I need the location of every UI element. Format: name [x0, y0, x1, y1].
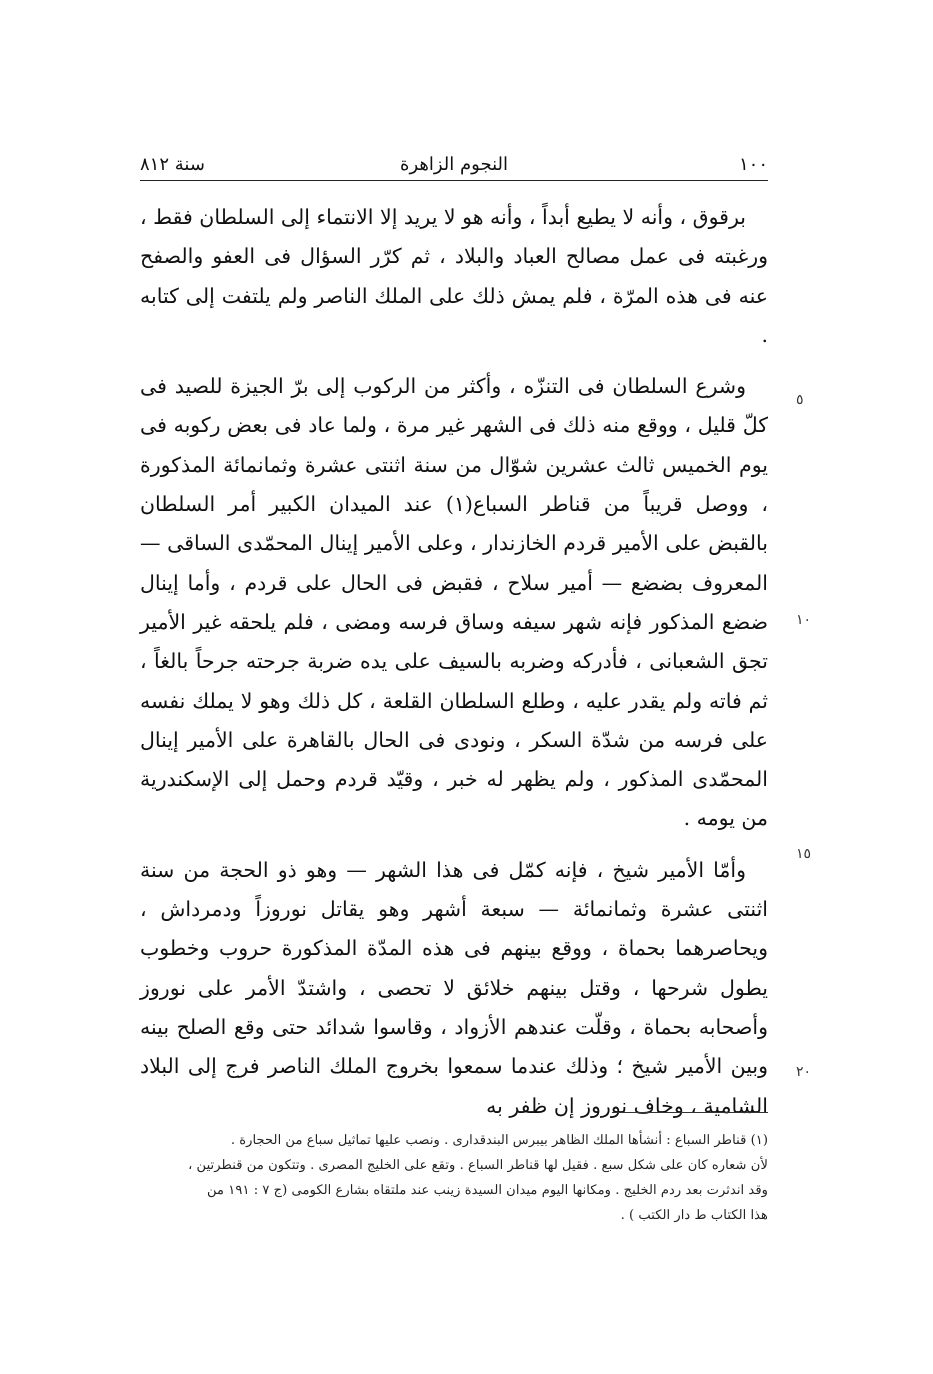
footnote-line-2: لأن شعاره كان على شكل سبع . فقيل لها قناطر السباع . وتقع على الخليج المصرى . وتتكون من قنطرتين ،	[188, 1158, 768, 1173]
main-text	[140, 198, 768, 1126]
footnote-line-1: (١) قناطر السباع : أنشأها الملك الظاهر بيبرس البندقدارى . ونصب عليها تماثيل سباع من الحجارة .	[230, 1133, 768, 1148]
footnotes	[140, 1128, 768, 1228]
footnote-line-4: هذا الكتاب ط دار الكتب ) .	[620, 1208, 768, 1223]
year-label: سنة ٨١٢	[140, 154, 205, 175]
page-header	[140, 152, 768, 178]
line-number-10: ١٠	[796, 612, 812, 628]
line-number-20: ٢٠	[796, 1064, 812, 1080]
paragraph-1: برقوق ، وأنه لا يطيع أبداً ، وأنه هو لا يريد إلا الانتماء إلى السلطان فقط ، ورغبته فى عمل مصالح العباد والبلاد ، ثم كرّر السؤال فى العفو والصفح عنه فى هذه المرّة ، فلم يمش ذلك على الملك الناصر ولم يلتفت إلى كتابه .	[140, 205, 768, 347]
paragraph-2: وشرع السلطان فى التنزّه ، وأكثر من الركوب إلى برّ الجيزة للصيد فى كلّ قليل ، ووقع منه ذلك فى الشهر غير مرة ، ولما عاد فى بعض ركوبه فى يوم الخميس ثالث عشرين شوّال من سنة اثنتى عشرة وثمانمائة المذكورة ، ووصل قريباً من قناطر السباع(١) عند الميدان الكبير أمر السلطان بالقبض على الأمير قردم الخازندار ، وعلى الأمير إينال المحمّدى الساقى — المعروف بضضع — أمير سلاح ، فقبض فى الحال على قردم ، وأما إينال ضضع المذكور فإنه شهر سيفه وساق فرسه ومضى ، فلم يلحقه غير الأمير تجق الشعبانى ، فأدركه وضربه بالسيف على يده ضربة جرحته جرحاً بالغاً ، ثم فاته ولم يقدر عليه ، وطلع السلطان القلعة ، كل ذلك وهو لا يملك نفسه على فرسه من شدّة السكر ، ونودى فى الحال بالقاهرة على الأمير إينال المحمّدى المذكور ، ولم يظهر له خبر ، وقيّد قردم وحمل إلى الإسكندرية من يومه .	[140, 374, 768, 831]
paragraph-3: وأمّا الأمير شيخ ، فإنه كمّل فى هذا الشهر — وهو ذو الحجة من سنة اثنتى عشرة وثمانمائة — سبعة أشهر وهو يقاتل نوروزاً ودمرداش ، ويحاصرهما بحماة ، ووقع بينهم فى هذه المدّة المذكورة حروب وخطوب يطول شرحها ، وقتل بينهم خلائق لا تحصى ، واشتدّ الأمر على نوروز وأصحابه بحماة ، وقلّت عندهم الأزواد ، وقاسوا شدائد حتى وقع الصلح بينه وبين الأمير شيخ ؛ وذلك عندما سمعوا بخروج الملك الناصر فرج إلى البلاد الشامية ، وخاف نوروز إن ظفر به	[140, 857, 768, 1118]
running-title: النجوم الزاهرة	[400, 154, 508, 175]
line-number-5: ٥	[796, 392, 804, 408]
header-rule	[140, 180, 768, 181]
line-number-15: ١٥	[796, 846, 812, 862]
page-number: ١٠٠	[738, 154, 768, 175]
footnote-rule	[612, 1112, 768, 1113]
footnote-line-3: وقد اندثرت بعد ردم الخليج . ومكانها اليوم ميدان السيدة زينب عند ملتقاه بشارع الكومى (ج ٧ : ١٩١ من	[207, 1183, 768, 1198]
